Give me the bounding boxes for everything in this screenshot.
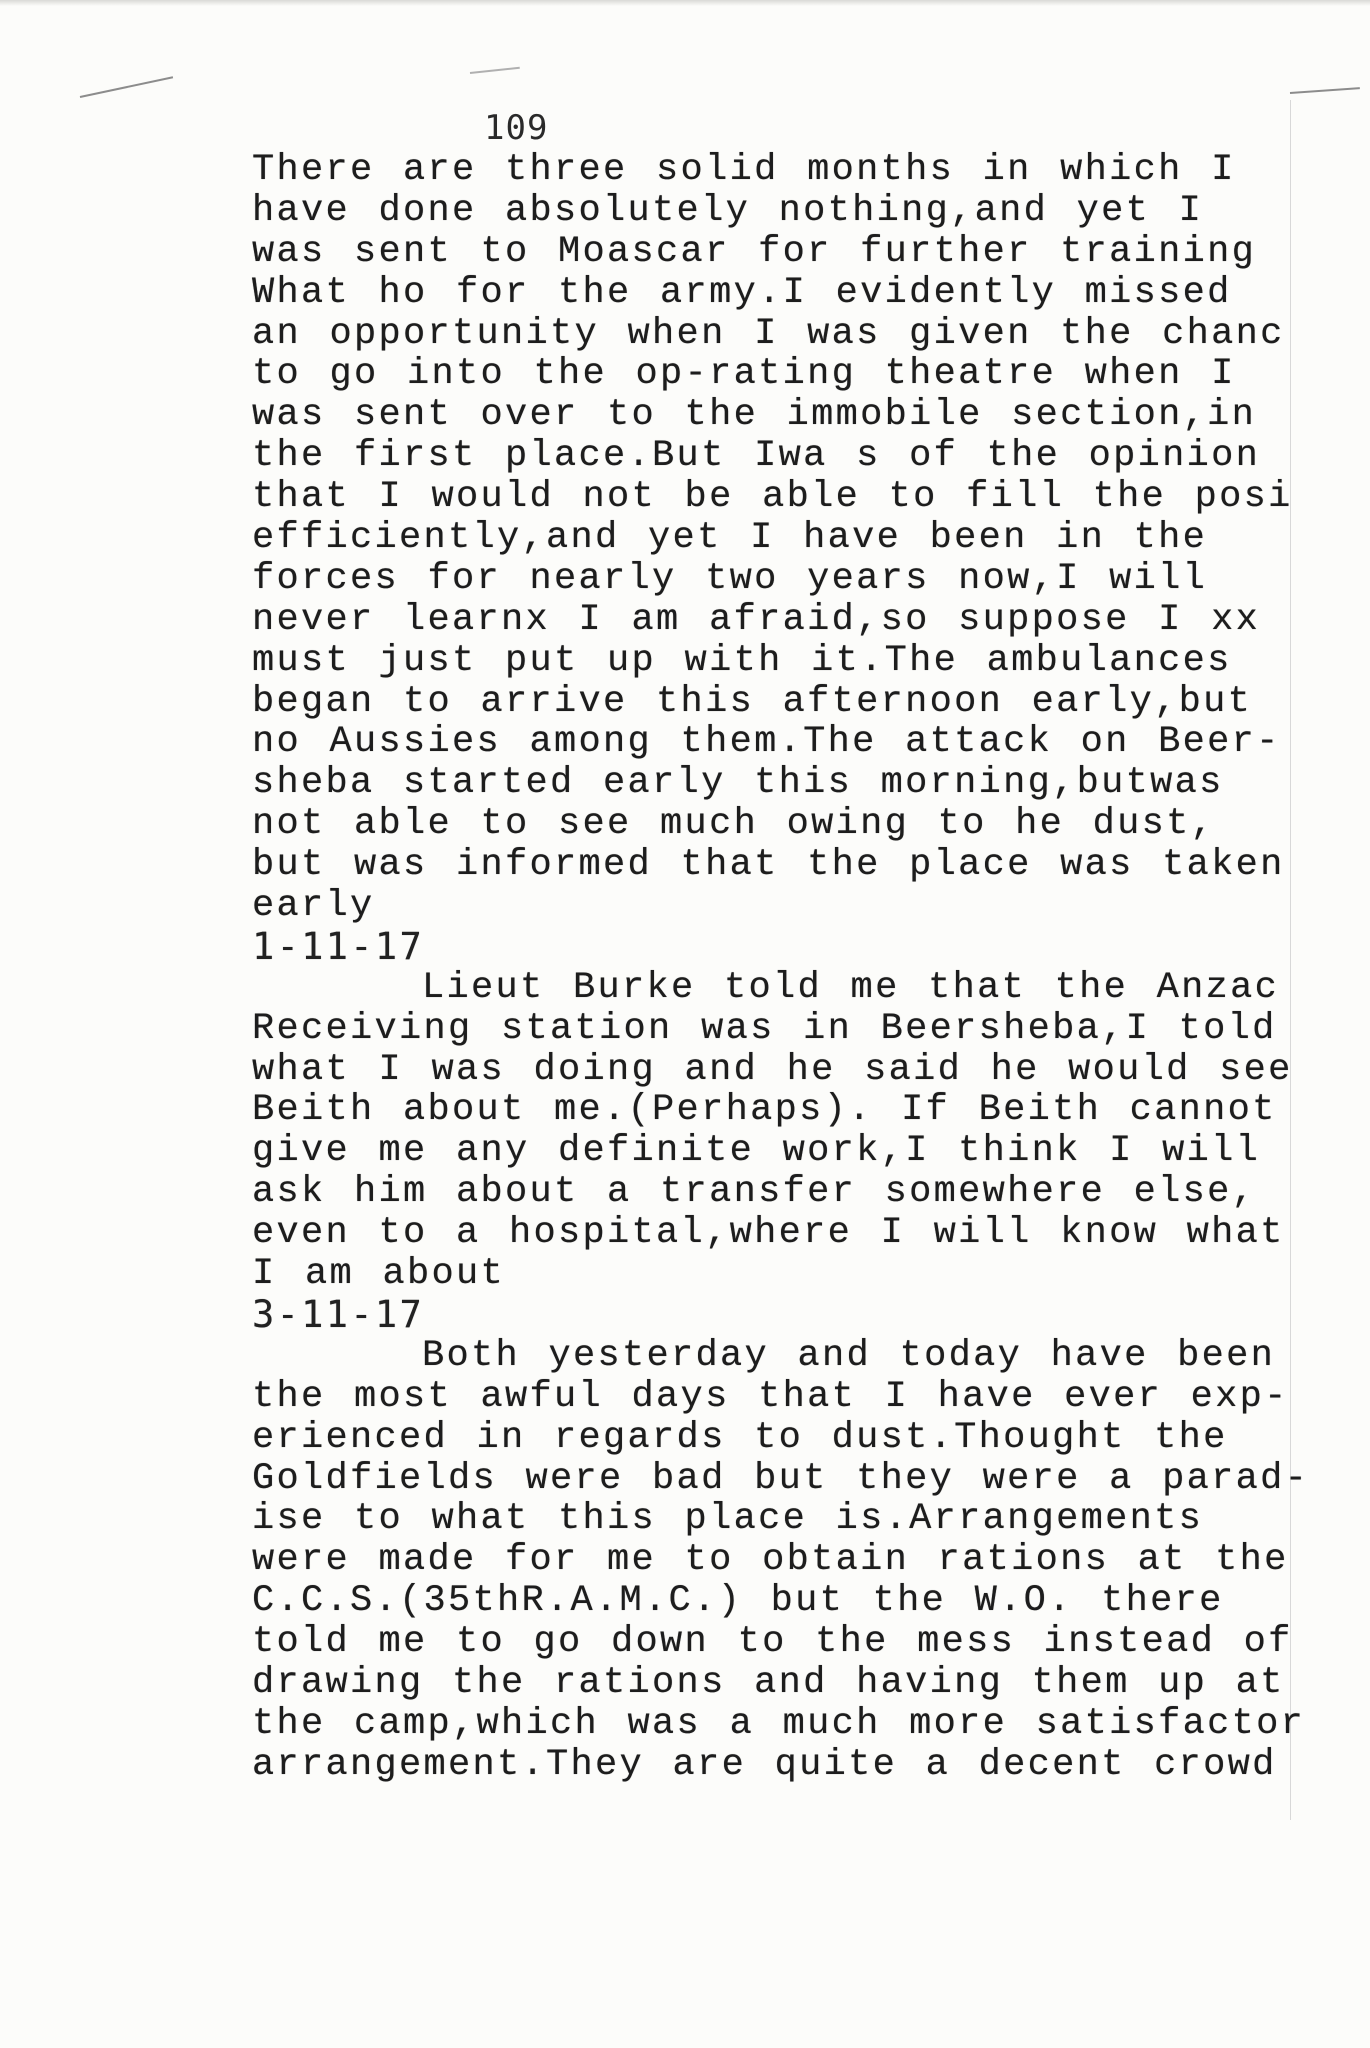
text-line: to go into the op-rating theatre when I	[252, 353, 1236, 396]
text-line: ask him about a transfer somewhere else,	[252, 1171, 1257, 1214]
text-line: no Aussies among them.The attack on Beer-	[252, 721, 1281, 764]
text-line: but was informed that the place was taken	[252, 844, 1285, 887]
text-line: never learnx I am afraid,so suppose I xx	[252, 598, 1261, 641]
pencil-mark-right	[1290, 87, 1360, 94]
text-line: must just put up with it.The ambulances	[252, 639, 1232, 682]
text-line: Lieut Burke told me that the Anzac	[422, 966, 1280, 1009]
text-line: what I was doing and he said he would see	[252, 1048, 1293, 1091]
text-line: were made for me to obtain rations at the	[252, 1539, 1289, 1582]
text-line: the first place.But Iwa s of the opinion	[252, 435, 1261, 478]
text-line: Goldfields were bad but they were a parad-	[252, 1457, 1310, 1500]
text-line: was sent to Moascar for further training	[252, 230, 1257, 273]
text-line: the camp,which was a much more satisfactor	[252, 1702, 1306, 1745]
text-line: There are three solid months in which I	[252, 149, 1236, 191]
pencil-mark-center	[470, 67, 520, 74]
text-line: Both yesterday and today have been	[422, 1334, 1276, 1377]
text-line: give me any definite work,I think I will	[252, 1130, 1261, 1173]
text-line: have done absolutely nothing,and yet I	[252, 189, 1204, 232]
text-line: Receiving station was in Beersheba,I told	[252, 1007, 1277, 1050]
text-line: an opportunity when I was given the chanc	[252, 312, 1285, 355]
text-line: told me to go down to the mess instead of	[252, 1621, 1293, 1664]
text-line: forces for nearly two years now,I will	[252, 557, 1208, 600]
text-line: C.C.S.(35thR.A.M.C.) but the W.O. there	[252, 1580, 1224, 1623]
entry-date: 1-11-17	[252, 924, 425, 968]
text-line: the most awful days that I have ever exp-	[252, 1375, 1289, 1418]
entry-date: 3-11-17	[252, 1292, 425, 1336]
text-line: Beith about me.(Perhaps). If Beith cannot	[252, 1089, 1277, 1132]
paper-top-edge	[0, 0, 1370, 6]
text-line: sheba started early this morning,butwas	[252, 762, 1224, 805]
text-line: even to a hospital,where I will know what	[252, 1212, 1285, 1255]
text-line: that I would not be able to fill the posi	[252, 476, 1293, 519]
text-line: not able to see much owing to he dust,	[252, 803, 1216, 846]
pencil-mark-left	[80, 76, 173, 98]
text-line: I am about	[252, 1253, 506, 1296]
text-line: arrangement.They are quite a decent crowd	[252, 1743, 1277, 1786]
text-line: early	[252, 885, 375, 928]
text-line: was sent over to the immobile section,in	[252, 394, 1257, 437]
text-line: efficiently,and yet I have been in the	[252, 517, 1208, 560]
text-line: began to arrive this afternoon early,but	[252, 680, 1253, 723]
text-line: What ho for the army.I evidently missed	[252, 271, 1232, 314]
page-number: 109	[484, 108, 549, 148]
text-line: erienced in regards to dust.Thought the	[252, 1416, 1228, 1459]
text-line: ise to what this place is.Arrangements	[252, 1498, 1204, 1541]
text-line: drawing the rations and having them up at	[252, 1661, 1285, 1704]
diary-text	[252, 149, 1310, 1786]
